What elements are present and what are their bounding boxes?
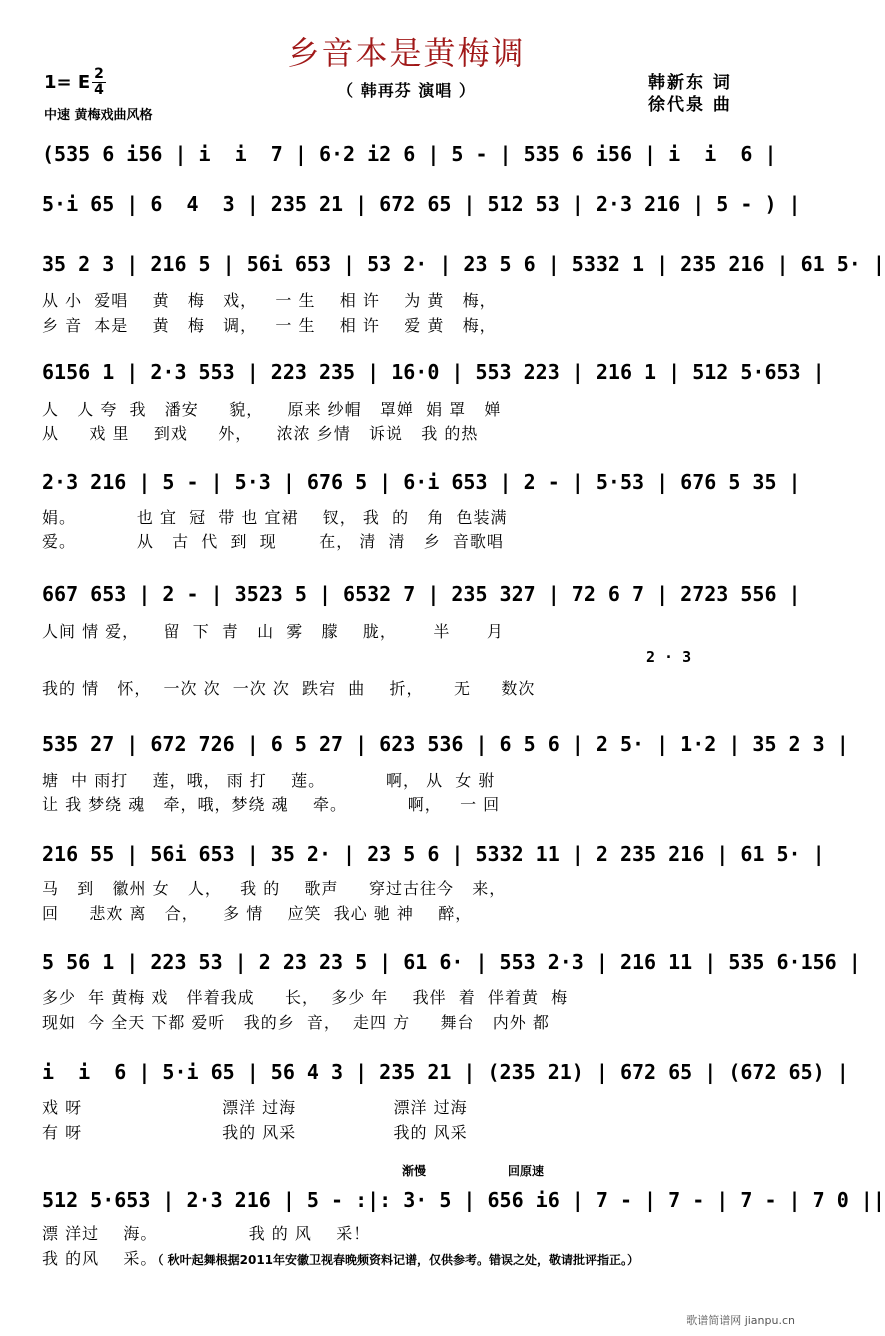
notation-line: 5 56 1 | 223 53 | 2 23 23 5 | 61 6· | 553 2·3 | 216 11 | 535 6·156 | bbox=[42, 950, 861, 974]
lyric-line-verse2: 回 悲欢 离 合， 多 情 应笑 我心 驰 神 醉， bbox=[42, 904, 473, 923]
key-signature: 1= E bbox=[44, 72, 91, 93]
notation-line: 216 55 | 56i 653 | 35 2· | 23 5 6 | 5332 11 | 2 235 216 | 61 5· | bbox=[42, 842, 825, 866]
lyric-line-verse1: 塘 中 雨打 莲，哦， 雨 打 莲。 啊， 从 女 驸 bbox=[42, 771, 496, 790]
lyric-line-verse2: 现如 今 全天 下都 爱听 我的乡 音， 走四 方 舞台 内外 都 bbox=[42, 1013, 550, 1032]
notation-line: 512 5·653 | 2·3 216 | 5 - :|: 3· 5 | 656 i6 | 7 - | 7 - | 7 - | 7 0 || bbox=[42, 1188, 885, 1212]
site-watermark: 歌谱简谱网 jianpu.cn bbox=[686, 1314, 795, 1327]
lyric-line-verse2: 我的 情 怀， 一次 次 一次 次 跌宕 曲 折， 无 数次 bbox=[42, 679, 536, 698]
lyric-line-verse1: 娟。 也 宜 冠 带 也 宜裙 钗， 我 的 角 色装满 bbox=[42, 508, 508, 527]
notation-line: 6156 1 | 2·3 553 | 223 235 | 16·0 | 553 223 | 216 1 | 512 5·653 | bbox=[42, 360, 825, 384]
time-signature-bottom: 4 bbox=[94, 82, 104, 98]
tempo-slower-marker: 渐慢 bbox=[402, 1164, 427, 1178]
time-signature-top: 2 bbox=[92, 67, 106, 83]
lyric-line-verse1: 人间 情 爱， 留 下 青 山 雾 朦 胧， 半 月 bbox=[42, 622, 504, 641]
singer-credit: （ 韩再芬 演唱 ） bbox=[337, 81, 476, 100]
composer-credit: 徐代泉 曲 bbox=[648, 95, 732, 115]
notation-line: 5·i 65 | 6 4 3 | 235 21 | 672 65 | 512 53 | 2·3 216 | 5 - ) | bbox=[42, 192, 801, 216]
notation-line: i i 6 | 5·i 65 | 56 4 3 | 235 21 | (235 21) | 672 65 | (672 65) | bbox=[42, 1060, 849, 1084]
lyric-line-verse2: 从 戏 里 到戏 外， 浓浓 乡情 诉说 我 的热 bbox=[42, 424, 479, 443]
song-title: 乡音本是黄梅调 bbox=[287, 34, 526, 72]
credits bbox=[648, 72, 732, 116]
lyric-line-verse1: 戏 呀 漂洋 过海 漂洋 过海 bbox=[42, 1098, 468, 1117]
lyric-line-verse2: 有 呀 我的 风采 我的 风采 bbox=[42, 1123, 468, 1142]
lyric-line-verse2: 爱。 从 古 代 到 现 在， 清 清 乡 音歌唱 bbox=[42, 532, 504, 551]
alternate-notes: 2 · 3 bbox=[646, 648, 692, 666]
lyric-text: 我 的风 采。 bbox=[42, 1249, 158, 1268]
time-signature bbox=[92, 67, 106, 98]
notation-line: 35 2 3 | 216 5 | 56i 653 | 53 2· | 23 5 6 | 5332 1 | 235 216 | 61 5· | bbox=[42, 252, 885, 276]
lyric-line-verse2: 乡 音 本是 黄 梅 调， 一 生 相 许 爱 黄 梅， bbox=[42, 316, 497, 335]
notation-line: 535 27 | 672 726 | 6 5 27 | 623 536 | 6 5 6 | 2 5· | 1·2 | 35 2 3 | bbox=[42, 732, 849, 756]
tempo-primo-marker: 回原速 bbox=[508, 1164, 545, 1178]
notation-line: 2·3 216 | 5 - | 5·3 | 676 5 | 6·i 653 | 2 - | 5·53 | 676 5 35 | bbox=[42, 470, 801, 494]
lyric-line-verse2 bbox=[42, 1246, 782, 1269]
lyric-line-verse1: 从 小 爱唱 黄 梅 戏， 一 生 相 许 为 黄 梅， bbox=[42, 291, 497, 310]
lyric-line-verse1: 多少 年 黄梅 戏 伴着我成 长， 多少 年 我伴 着 伴着黄 梅 bbox=[42, 988, 569, 1007]
notation-line: 667 653 | 2 - | 3523 5 | 6532 7 | 235 327 | 72 6 7 | 2723 556 | bbox=[42, 582, 801, 606]
transcription-footnote: （ 秋叶起舞根据2011年安徽卫视春晚频资料记谱，仅供参考。错误之处，敬请批评指正。） bbox=[157, 1253, 640, 1267]
notation-line: (535 6 i56 | i i 7 | 6·2 i2 6 | 5 - | 535 6 i56 | i i 6 | bbox=[42, 142, 777, 166]
lyric-line-verse1: 马 到 徽州 女 人， 我 的 歌声 穿过古往今 来， bbox=[42, 879, 507, 898]
lyric-line-verse1: 人 人 夸 我 潘安 貌， 原来 纱帽 罩婵 娟 罩 婵 bbox=[42, 400, 502, 419]
lyricist-credit: 韩新东 词 bbox=[648, 73, 732, 93]
lyric-line-verse1: 漂 洋过 海。 我 的 风 采！ bbox=[42, 1224, 371, 1243]
tempo-marking: 中速 黄梅戏曲风格 bbox=[44, 108, 153, 123]
lyric-line-verse2: 让 我 梦绕 魂 牵，哦，梦绕 魂 牵。 啊， 一 回 bbox=[42, 795, 501, 814]
